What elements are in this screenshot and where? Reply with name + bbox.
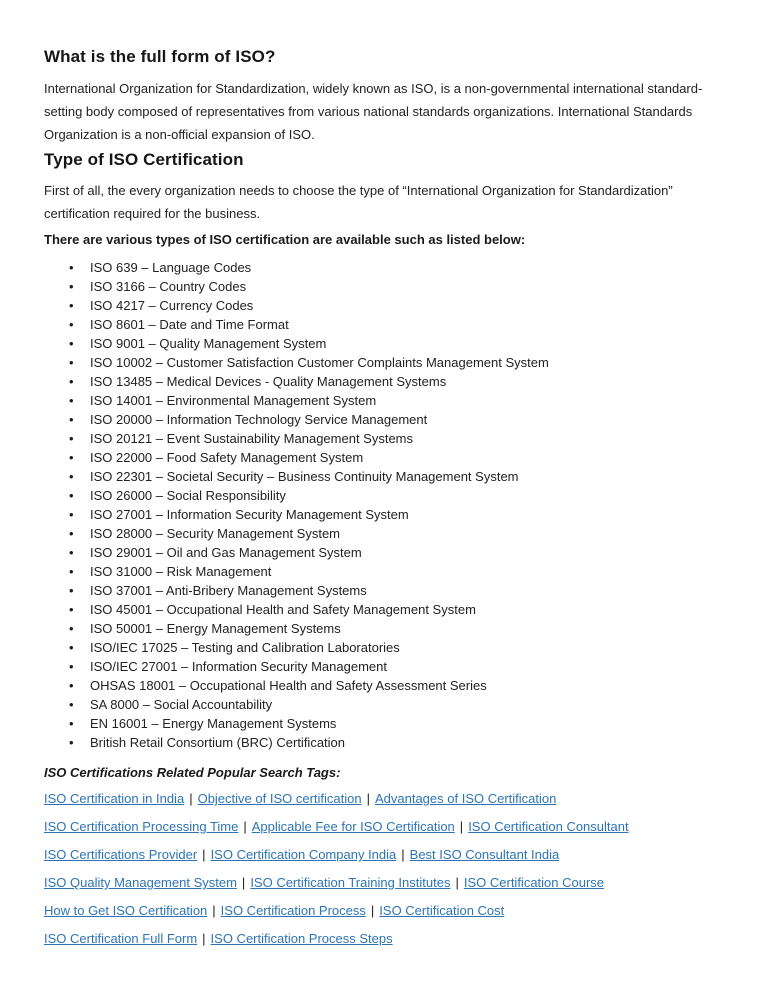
link-row [44,845,724,864]
tag-link[interactable]: ISO Certification in India [44,791,185,806]
list-item: • ISO 4217 – Currency Codes [44,296,724,315]
tag-link[interactable]: ISO Certification Course [463,875,605,890]
tag-link[interactable]: ISO Certifications Provider [44,847,198,862]
pipe-separator: | [370,903,375,918]
pipe-separator: | [366,791,370,806]
list-item: • ISO 10002 – Customer Satisfaction Customer Complaints Management System [44,353,724,372]
pipe-separator: | [202,847,206,862]
pipe-separator: | [455,875,459,890]
list-item: • ISO 28000 – Security Management System [44,524,724,543]
tag-link[interactable]: ISO Quality Management System [44,875,237,890]
list-item: • EN 16001 – Energy Management Systems [44,714,724,733]
link-row [44,901,724,920]
section-title: Type of ISO Certification [44,150,244,169]
intro-paragraph: International Organization for Standardization, widely known as ISO, is a non-governmental international standard-setting body composed of representatives from various national standards organizations. International Standards Organization is a non-official expansion of ISO. [44,81,703,142]
list-item: • ISO 20000 – Information Technology Service Management [44,410,724,429]
list-item: • ISO 22301 – Societal Security – Business Continuity Management System [44,467,724,486]
list-item: • ISO 26000 – Social Responsibility [44,486,724,505]
list-item: • ISO 20121 – Event Sustainability Management Systems [44,429,724,448]
list-item: • SA 8000 – Social Accountability [44,695,724,714]
list-item: • ISO 3166 – Country Codes [44,277,724,296]
tag-link[interactable]: ISO Certification Consultant [468,819,629,834]
link-row [44,929,724,948]
link-row [44,873,724,892]
pipe-separator: | [243,819,247,834]
tag-link[interactable]: ISO Certification Company India [210,847,397,862]
tag-link[interactable]: How to Get ISO Certification [44,903,208,918]
list-item: • ISO/IEC 27001 – Information Security Management [44,657,724,676]
list-item: • ISO/IEC 17025 – Testing and Calibration Laboratories [44,638,724,657]
pipe-separator: | [241,875,246,890]
tag-link[interactable]: ISO Certification Training Institutes [250,875,451,890]
list-item: • ISO 31000 – Risk Management [44,562,724,581]
tag-link[interactable]: Best ISO Consultant India [409,847,560,862]
tag-link[interactable]: Applicable Fee for ISO Certification [251,819,455,834]
list-item: • ISO 27001 – Information Security Management System [44,505,724,524]
tag-link[interactable]: Objective of ISO certification [197,791,362,806]
tag-link[interactable]: ISO Certification Process [220,903,366,918]
list-item: • ISO 29001 – Oil and Gas Management System [44,543,724,562]
list-item: • OHSAS 18001 – Occupational Health and Safety Assessment Series [44,676,724,695]
pipe-separator: | [459,819,464,834]
link-row [44,817,724,836]
tag-link[interactable]: ISO Certification Cost [379,903,505,918]
list-intro: There are various types of ISO certification are available such as listed below: [44,232,526,247]
link-row [44,789,724,808]
list-item: • ISO 22000 – Food Safety Management System [44,448,724,467]
list-item: • British Retail Consortium (BRC) Certification [44,733,724,752]
tag-link[interactable]: ISO Certification Full Form [44,931,198,946]
list-item: • ISO 9001 – Quality Management System [44,334,724,353]
pipe-separator: | [202,931,206,946]
page-title: What is the full form of ISO? [44,47,276,66]
list-item: • ISO 45001 – Occupational Health and Safety Management System [44,600,724,619]
tag-link[interactable]: Advantages of ISO Certification [374,791,557,806]
list-item: • ISO 37001 – Anti-Bribery Management Systems [44,581,724,600]
pipe-separator: | [401,847,405,862]
list-item: • ISO 14001 – Environmental Management System [44,391,724,410]
list-item: • ISO 639 – Language Codes [44,258,724,277]
pipe-separator: | [212,903,216,918]
list-item: • ISO 13485 – Medical Devices - Quality Management Systems [44,372,724,391]
tag-link[interactable]: ISO Certification Processing Time [44,819,239,834]
list-item: • ISO 8601 – Date and Time Format [44,315,724,334]
section-paragraph: First of all, the every organization needs to choose the type of “International Organization for Standardization” certification required for the business. [44,183,673,221]
tags-heading: ISO Certifications Related Popular Search Tags: [44,765,341,780]
cert-list [44,258,724,752]
pipe-separator: | [189,791,193,806]
tag-link[interactable]: ISO Certification Process Steps [210,931,393,946]
list-item: • ISO 50001 – Energy Management Systems [44,619,724,638]
